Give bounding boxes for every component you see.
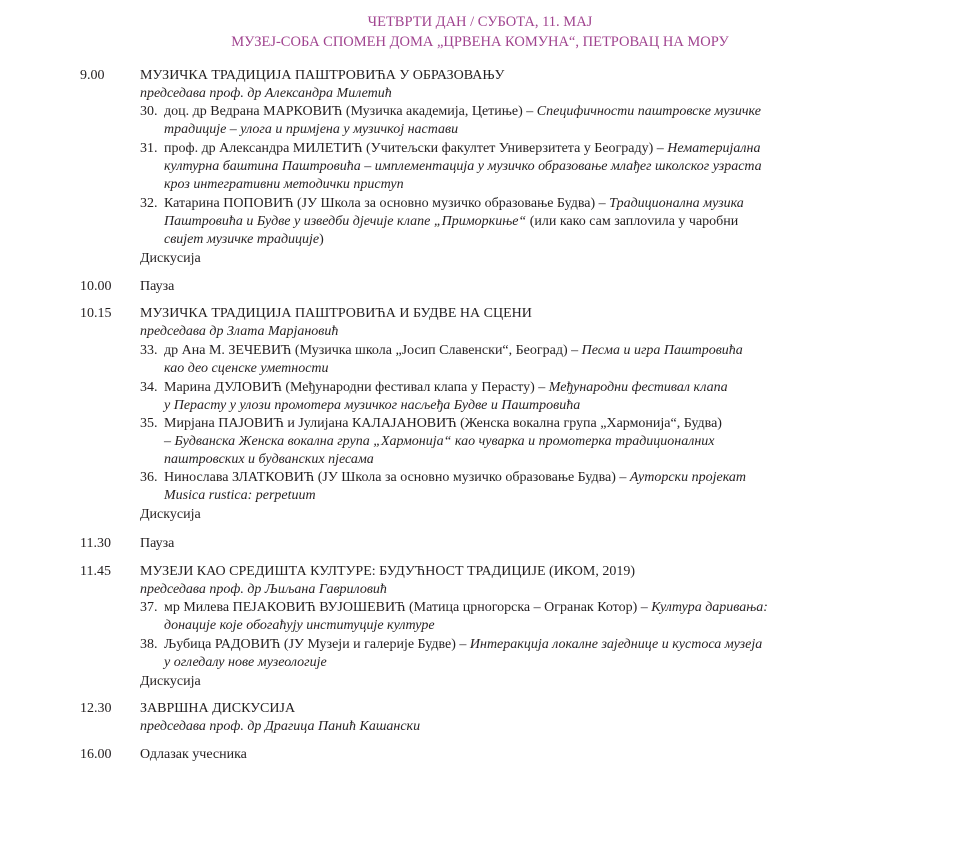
talk-author: Мирјана ПАЈОВИЋ и Јулијана КАЛАЈАНОВИЋ (Женска вокална група „Хармонија“, Будва) bbox=[164, 416, 722, 431]
session-title: МУЗИЧКА ТРАДИЦИЈА ПАШТРОВИЋА И БУДВЕ НА СЦЕНИ bbox=[140, 306, 532, 321]
talk-item bbox=[140, 636, 860, 672]
talk-title: Нематеријална bbox=[667, 141, 761, 156]
talk-number: 31. bbox=[140, 141, 158, 156]
talk-number: 35. bbox=[140, 416, 158, 431]
talk-title: – Будванска Женска вокална група „Хармонија“ као чуварка и промотерка традиционалних bbox=[164, 434, 715, 449]
pause-time: 10.00 bbox=[80, 279, 112, 294]
talk-title: Ауторски пројекат bbox=[629, 470, 747, 485]
talk-item bbox=[140, 415, 860, 469]
talk-title: Интеракција локалне заједнице и кустоса музеја bbox=[469, 637, 763, 652]
talk-number: 30. bbox=[140, 104, 158, 119]
talk-author: Љубица РАДОВИЋ (ЈУ Музеји и галерије Будве) – bbox=[164, 637, 470, 652]
talk-title-cont: као део сценске уметности bbox=[164, 361, 329, 376]
talk-title: Песма и игра Паштровића bbox=[581, 343, 743, 358]
program-header bbox=[0, 12, 960, 52]
talk-title: Традиционална музика bbox=[609, 196, 744, 211]
talk-item bbox=[140, 195, 860, 249]
departure-label: Одлазак учесника bbox=[140, 747, 247, 762]
talk-author: др Ана М. ЗЕЧЕВИЋ (Музичка школа „Јосип Славенски“, Београд) – bbox=[164, 343, 582, 358]
talk-title-cont: традиције – улога и примјена у музичкој настави bbox=[164, 122, 459, 137]
talk-item bbox=[140, 599, 860, 635]
talk-title: Култура даривања: bbox=[651, 600, 768, 615]
session-chair: председава др Злата Марјановић bbox=[140, 324, 339, 339]
talk-item bbox=[140, 379, 860, 415]
session-chair: председава проф. др Драгица Панић Кашански bbox=[140, 719, 421, 734]
talk-title-cont: кроз интегративни методички приступ bbox=[164, 177, 404, 192]
pause-label: Пауза bbox=[140, 536, 175, 551]
talk-title-cont: паштровских и будванских пјесама bbox=[164, 452, 374, 467]
session-time: 10.15 bbox=[80, 306, 112, 321]
talk-title-cont: свијет музичке традиције bbox=[164, 232, 320, 247]
talk-number: 32. bbox=[140, 196, 158, 211]
discussion-label: Дискусија bbox=[140, 251, 201, 266]
talk-number: 37. bbox=[140, 600, 158, 615]
talk-title-cont: Musica rustica: perpetuum bbox=[164, 488, 316, 503]
talk-title: Међународни фестивал клапа bbox=[548, 380, 728, 395]
day-heading: ЧЕТВРТИ ДАН / СУБОТА, 11. МАЈ bbox=[367, 14, 593, 30]
talk-author: доц. др Ведрана МАРКОВИЋ (Музичка академија, Цетиње) – bbox=[164, 104, 537, 119]
session-title: МУЗЕЈИ КАО СРЕДИШТА КУЛТУРЕ: БУДУЋНОСТ ТРАДИЦИЈЕ (ИКОМ, 2019) bbox=[140, 564, 636, 579]
talk-title-cont: донације које обогаћују институције културе bbox=[164, 618, 435, 633]
discussion-label: Дискусија bbox=[140, 674, 201, 689]
talk-number: 36. bbox=[140, 470, 158, 485]
session-title: МУЗИЧКА ТРАДИЦИЈА ПАШТРОВИЋА У ОБРАЗОВАЊУ bbox=[140, 68, 505, 83]
talk-item bbox=[140, 342, 860, 378]
talk-author: Катарина ПОПОВИЋ (ЈУ Школа за основно музичко образовање Будва) – bbox=[164, 196, 610, 211]
talk-item bbox=[140, 140, 860, 194]
talk-title-cont: Паштровића и Будве у изведби дјечије клапе „Приморкиње“ bbox=[164, 214, 527, 229]
talk-number: 33. bbox=[140, 343, 158, 358]
talk-number: 34. bbox=[140, 380, 158, 395]
talk-title: Специфичности паштровске музичке bbox=[536, 104, 761, 119]
talk-author: Нинослава ЗЛАТКОВИЋ (ЈУ Школа за основно музичко образовање Будва) – bbox=[164, 470, 630, 485]
departure-time: 16.00 bbox=[80, 747, 112, 762]
talk-item bbox=[140, 103, 860, 139]
venue-heading: МУЗЕЈ-СОБА СПОМЕН ДОМА „ЦРВЕНА КОМУНА“, ПЕТРОВАЦ НА МОРУ bbox=[231, 34, 729, 50]
talk-title-cont: у огледалу нове музеологије bbox=[164, 655, 327, 670]
talk-author: проф. др Александра МИЛЕТИЋ (Учитељски факултет Универзитета у Београду) – bbox=[164, 141, 668, 156]
session-time: 12.30 bbox=[80, 701, 112, 716]
talk-title-note: (или како сам заплovила у чаробни bbox=[526, 214, 739, 229]
talk-author: мр Милева ПЕЈАКОВИЋ ВУЈОШЕВИЋ (Матица црногорска – Огранак Котор) – bbox=[164, 600, 652, 615]
session-chair: председава проф. др Љиљана Гавриловић bbox=[140, 582, 387, 597]
pause-time: 11.30 bbox=[80, 536, 111, 551]
session-time: 11.45 bbox=[80, 564, 111, 579]
talk-author: Марина ДУЛОВИЋ (Међународни фестивал клапа у Перасту) – bbox=[164, 380, 549, 395]
session-chair: председава проф. др Александра Милетић bbox=[140, 86, 392, 101]
talk-title-note: ) bbox=[319, 232, 324, 247]
talk-item bbox=[140, 469, 860, 505]
pause-label: Пауза bbox=[140, 279, 175, 294]
talk-title-cont: у Перасту у улози промотера музичког насљеђа Будве и Паштровића bbox=[164, 398, 581, 413]
talk-title-cont: културна баштина Паштровића – имплементација у музичко образовање млађег школског узраста bbox=[164, 159, 762, 174]
discussion-label: Дискусија bbox=[140, 507, 201, 522]
talk-number: 38. bbox=[140, 637, 158, 652]
session-title: ЗАВРШНА ДИСКУСИЈА bbox=[140, 701, 296, 716]
session-time: 9.00 bbox=[80, 68, 105, 83]
